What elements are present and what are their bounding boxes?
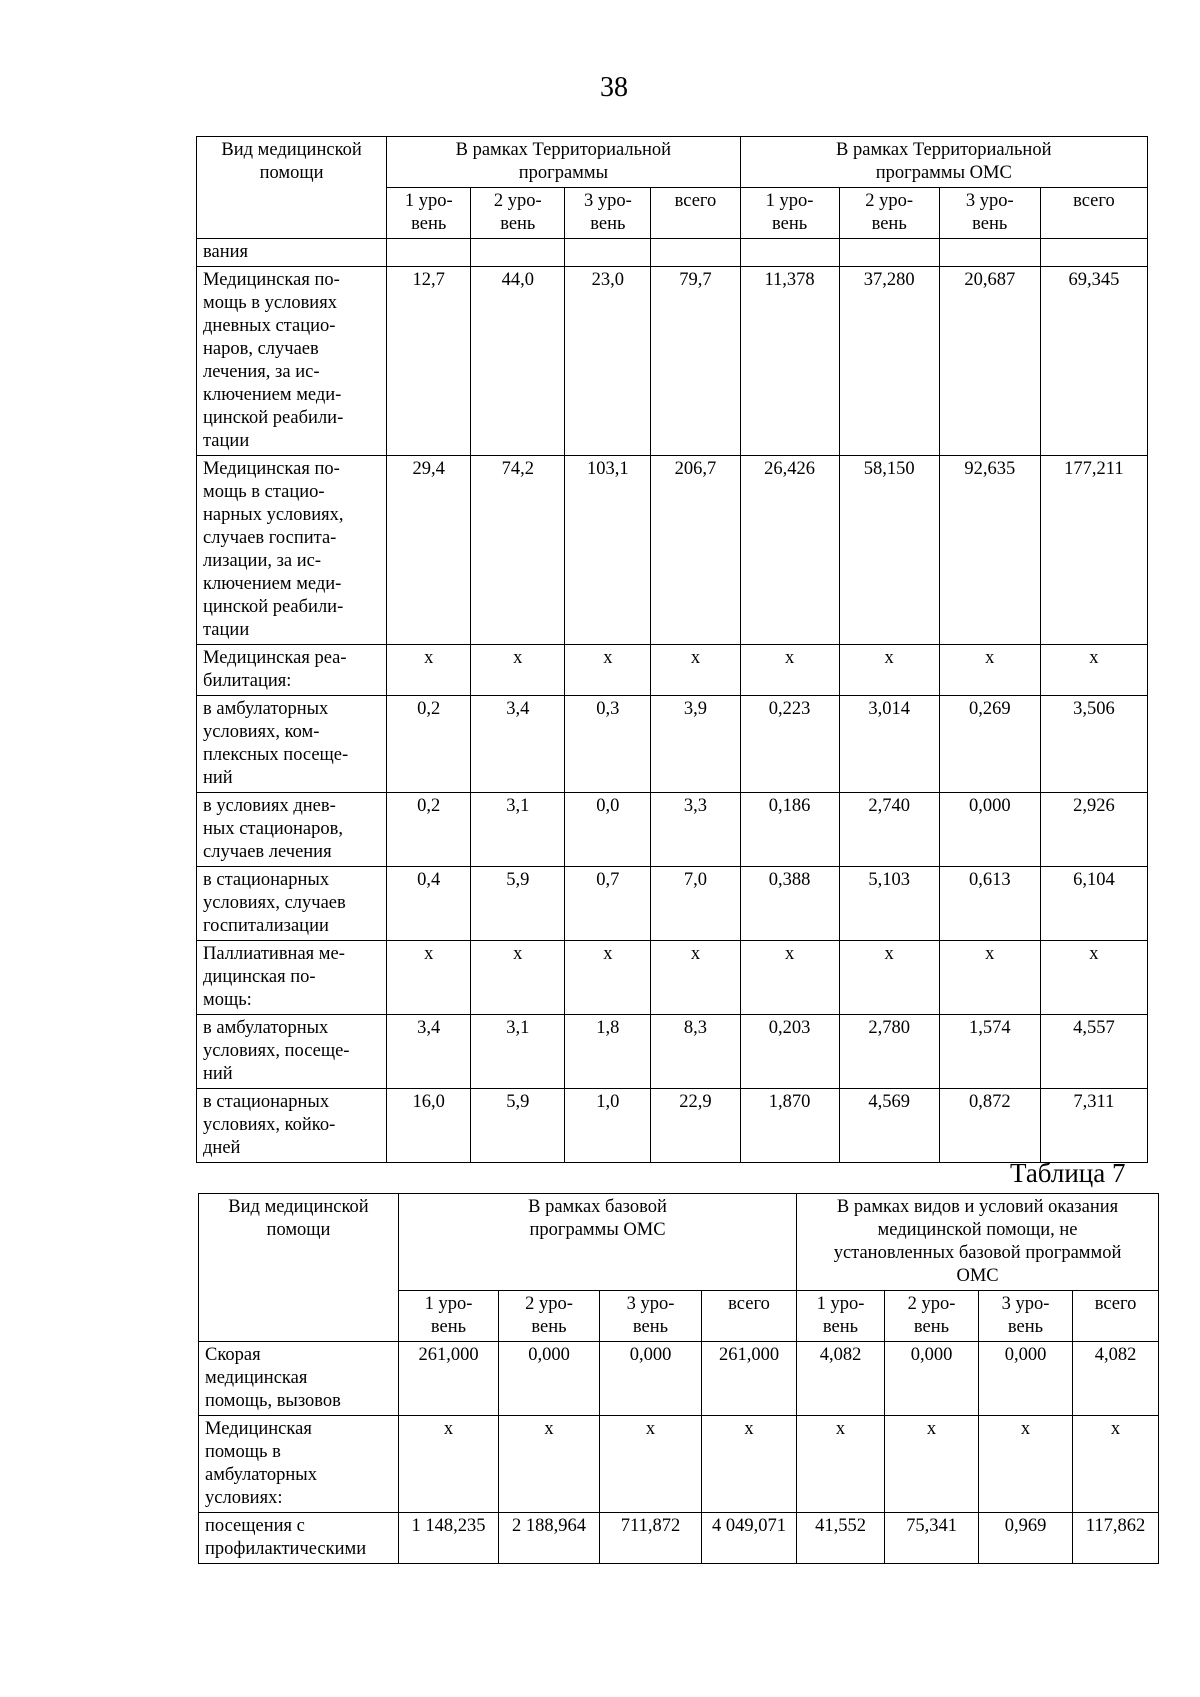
table1-cell: 69,345 [1040, 267, 1147, 456]
table1-cell: 0,3 [565, 696, 651, 793]
table-base-oms-program [198, 1193, 1159, 1564]
table2-cell: х [600, 1416, 702, 1513]
table1-cell: 0,186 [740, 793, 839, 867]
table1-cell: 6,104 [1040, 867, 1147, 941]
table1-cell [387, 239, 471, 267]
table1-cell: 3,9 [651, 696, 740, 793]
table1-cell: х [387, 645, 471, 696]
table1-cell: 177,211 [1040, 456, 1147, 645]
table2-row-label: Скорая медицинская помощь, вызовов [199, 1342, 399, 1416]
table2-subheader-cell: 2 уро- вень [885, 1291, 979, 1342]
table1-cell: 0,7 [565, 867, 651, 941]
table2-cell: 0,000 [600, 1342, 702, 1416]
table1-header-group-territorial: В рамках Территориальной программы [387, 137, 740, 188]
table1-cell: х [471, 645, 565, 696]
table1-cell: 44,0 [471, 267, 565, 456]
table1-cell: х [839, 941, 939, 1015]
table2-cell: 0,000 [885, 1342, 979, 1416]
page-number: 38 [600, 72, 628, 103]
table1-cell: 0,203 [740, 1015, 839, 1089]
table1-subheader-cell: всего [1040, 188, 1147, 239]
table1-cell: 7,311 [1040, 1089, 1147, 1163]
table1-cell: 0,4 [387, 867, 471, 941]
table1-cell: х [939, 941, 1040, 1015]
table-caption: Таблица 7 [1010, 1158, 1126, 1188]
table1-cell: 23,0 [565, 267, 651, 456]
table2-cell: 261,000 [399, 1342, 499, 1416]
table2-subheader-cell: 1 уро- вень [399, 1291, 499, 1342]
table1-subheader-cell: 3 уро- вень [939, 188, 1040, 239]
table1-cell: х [1040, 645, 1147, 696]
table1-cell [839, 239, 939, 267]
table1-cell: 4,557 [1040, 1015, 1147, 1089]
table1-cell: х [939, 645, 1040, 696]
table1-cell: 26,426 [740, 456, 839, 645]
table1-cell: 3,4 [387, 1015, 471, 1089]
table1-cell: 29,4 [387, 456, 471, 645]
table1-cell: х [471, 941, 565, 1015]
table1-cell: х [387, 941, 471, 1015]
table1-cell [1040, 239, 1147, 267]
table2-cell: 2 188,964 [499, 1513, 600, 1564]
table1-row-label: вания [197, 239, 387, 267]
table1-cell: 3,014 [839, 696, 939, 793]
table-territorial-program [196, 136, 1148, 1163]
table2-cell: 75,341 [885, 1513, 979, 1564]
table1-cell: 0,2 [387, 696, 471, 793]
table2-header-group-base: В рамках базовой программы ОМС [399, 1194, 797, 1291]
table1-cell: 58,150 [839, 456, 939, 645]
table1-cell: 1,870 [740, 1089, 839, 1163]
table2-cell: 0,000 [499, 1342, 600, 1416]
table2-subheader-cell: всего [702, 1291, 797, 1342]
table1-row [197, 456, 1148, 645]
table1-cell: 5,9 [471, 1089, 565, 1163]
table1-header-type: Вид медицинской помощи [197, 137, 387, 239]
table2-cell: 0,969 [979, 1513, 1073, 1564]
table1-row-label: в стационарных условиях, случаев госпитализации [197, 867, 387, 941]
table2-cell: 261,000 [702, 1342, 797, 1416]
table1-cell: 0,388 [740, 867, 839, 941]
table2-subheader-cell: всего [1073, 1291, 1159, 1342]
table2-cell: х [979, 1416, 1073, 1513]
table1-cell: 16,0 [387, 1089, 471, 1163]
table2-row [199, 1513, 1159, 1564]
table2-header-row [199, 1194, 1159, 1291]
table1-cell: х [651, 645, 740, 696]
table1-row [197, 793, 1148, 867]
table1-cell: х [1040, 941, 1147, 1015]
table1-cell [471, 239, 565, 267]
table1-row [197, 645, 1148, 696]
table2-cell: 711,872 [600, 1513, 702, 1564]
table1-row [197, 1015, 1148, 1089]
table2-cell: 1 148,235 [399, 1513, 499, 1564]
table2-subheader-cell: 1 уро- вень [797, 1291, 885, 1342]
table2-cell: х [885, 1416, 979, 1513]
table1-cell: 74,2 [471, 456, 565, 645]
table1-cell [651, 239, 740, 267]
table1-cell: 3,3 [651, 793, 740, 867]
table1-row-label: в условиях днев- ных стационаров, случаев лечения [197, 793, 387, 867]
table1-cell: 1,8 [565, 1015, 651, 1089]
table1-header-group-oms: В рамках Территориальной программы ОМС [740, 137, 1147, 188]
table1-cell: 2,740 [839, 793, 939, 867]
table1-cell: х [740, 645, 839, 696]
table2-cell: 0,000 [979, 1342, 1073, 1416]
table1-row-label: Паллиативная ме- дицинская по- мощь: [197, 941, 387, 1015]
table1-row-label: Медицинская реа- билитация: [197, 645, 387, 696]
table2-cell: 4,082 [1073, 1342, 1159, 1416]
table1-cell: 20,687 [939, 267, 1040, 456]
table1-cell: 5,103 [839, 867, 939, 941]
table2-row-label: Медицинская помощь в амбулаторных условиях: [199, 1416, 399, 1513]
table1-cell: х [740, 941, 839, 1015]
table1-cell: 5,9 [471, 867, 565, 941]
table1-subheader-cell: 2 уро- вень [839, 188, 939, 239]
table1-cell: 4,569 [839, 1089, 939, 1163]
table1-cell: 22,9 [651, 1089, 740, 1163]
table1-row [197, 867, 1148, 941]
table1-cell: х [839, 645, 939, 696]
table1-subheader-cell: 1 уро- вень [740, 188, 839, 239]
table1-cell: 0,872 [939, 1089, 1040, 1163]
table1-cell: 0,613 [939, 867, 1040, 941]
table1-row [197, 941, 1148, 1015]
table2-subheader-cell: 3 уро- вень [979, 1291, 1073, 1342]
table2-cell: 117,862 [1073, 1513, 1159, 1564]
table1-cell: 92,635 [939, 456, 1040, 645]
table1-cell: 2,926 [1040, 793, 1147, 867]
table1-cell: х [565, 645, 651, 696]
table1-row [197, 267, 1148, 456]
table2-cell: 4 049,071 [702, 1513, 797, 1564]
table1-cell: 0,0 [565, 793, 651, 867]
table1-cell: 1,574 [939, 1015, 1040, 1089]
table2-row [199, 1416, 1159, 1513]
table1-cell: 0,2 [387, 793, 471, 867]
table1-subheader-cell: 1 уро- вень [387, 188, 471, 239]
table1-row [197, 239, 1148, 267]
table1-cell: х [565, 941, 651, 1015]
table1-cell: 0,000 [939, 793, 1040, 867]
table2-cell: 4,082 [797, 1342, 885, 1416]
table1-cell: 12,7 [387, 267, 471, 456]
table2-header-group-other: В рамках видов и условий оказания медицинской помощи, не установленных базовой программой ОМС [797, 1194, 1159, 1291]
table1-cell: 11,378 [740, 267, 839, 456]
table1-cell: 8,3 [651, 1015, 740, 1089]
table2-cell: х [702, 1416, 797, 1513]
table2-cell: х [797, 1416, 885, 1513]
table1-cell: 37,280 [839, 267, 939, 456]
table2-cell: х [1073, 1416, 1159, 1513]
table1-subheader-cell: 2 уро- вень [471, 188, 565, 239]
table1-cell: 79,7 [651, 267, 740, 456]
table2-subheader-cell: 2 уро- вень [499, 1291, 600, 1342]
table1-row [197, 1089, 1148, 1163]
table1-cell: 2,780 [839, 1015, 939, 1089]
table2-subheader-cell: 3 уро- вень [600, 1291, 702, 1342]
table1-row-label: Медицинская по- мощь в условиях дневных стацио- наров, случаев лечения, за ис- ключением меди- цинской реабили- тации [197, 267, 387, 456]
table2-row [199, 1342, 1159, 1416]
table1-cell: 1,0 [565, 1089, 651, 1163]
table1-cell: 206,7 [651, 456, 740, 645]
table1-cell [939, 239, 1040, 267]
table1-cell [565, 239, 651, 267]
table1-cell: 103,1 [565, 456, 651, 645]
table2-row-label: посещения с профилактическими [199, 1513, 399, 1564]
table1-cell: 0,223 [740, 696, 839, 793]
table2-cell: х [399, 1416, 499, 1513]
table1-subheader-cell: всего [651, 188, 740, 239]
table1-row-label: в стационарных условиях, койко- дней [197, 1089, 387, 1163]
table1-cell: 3,1 [471, 1015, 565, 1089]
table1-cell: 3,4 [471, 696, 565, 793]
table1-row-label: в амбулаторных условиях, посеще- ний [197, 1015, 387, 1089]
table1-cell: 3,1 [471, 793, 565, 867]
table2-cell: 41,552 [797, 1513, 885, 1564]
table1-row-label: Медицинская по- мощь в стацио- нарных условиях, случаев госпита- лизации, за ис- ключением меди- цинской реабили- тации [197, 456, 387, 645]
table1-row [197, 696, 1148, 793]
table1-cell: 3,506 [1040, 696, 1147, 793]
table1-row-label: в амбулаторных условиях, ком- плексных посеще- ний [197, 696, 387, 793]
table2-cell: х [499, 1416, 600, 1513]
table1-cell: 7,0 [651, 867, 740, 941]
table1-cell: х [651, 941, 740, 1015]
table1-header-row [197, 137, 1148, 188]
table1-cell: 0,269 [939, 696, 1040, 793]
table1-cell [740, 239, 839, 267]
table2-header-type: Вид медицинской помощи [199, 1194, 399, 1342]
table1-subheader-cell: 3 уро- вень [565, 188, 651, 239]
